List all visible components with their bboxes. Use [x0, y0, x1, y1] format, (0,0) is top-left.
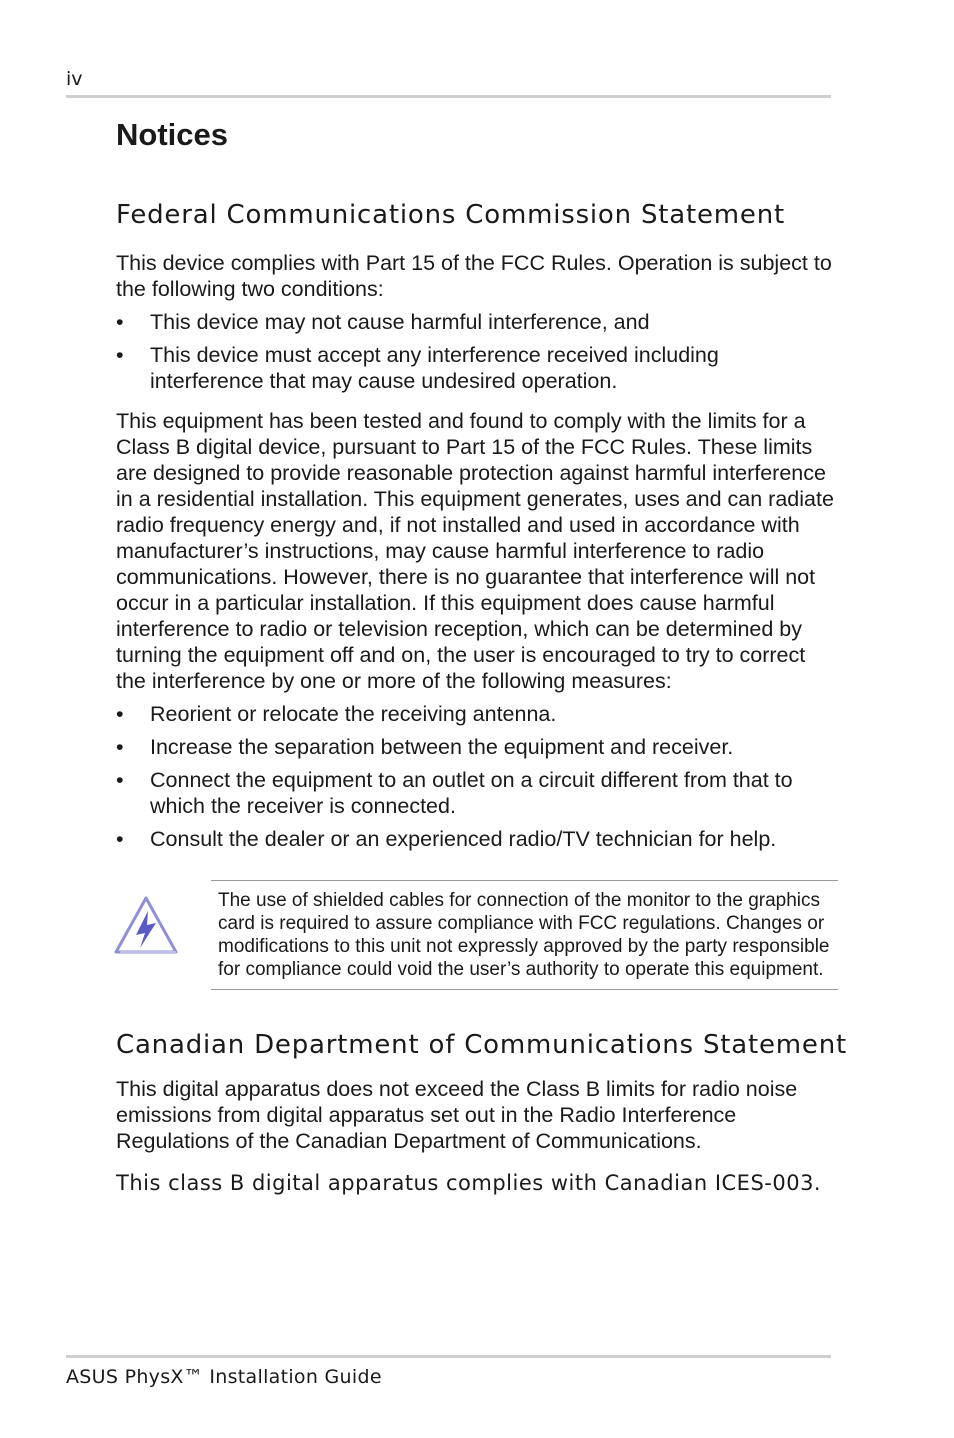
list-item: • This device must accept any interference received including interference that may cause undesired operation.	[116, 342, 836, 394]
list-item: • Consult the dealer or an experienced radio/TV technician for help.	[116, 826, 836, 852]
fcc-intro: This device complies with Part 15 of the FCC Rules. Operation is subject to the following two conditions:	[116, 251, 832, 301]
list-item: • This device may not cause harmful interference, and	[116, 309, 836, 335]
fcc-measures-list	[116, 701, 836, 852]
cdc-section	[116, 1028, 847, 1197]
fcc-paragraph: This equipment has been tested and found to comply with the limits for a Class B digital device, pursuant to Part 15 of the FCC Rules. These limits are designed to provide reasonable protection against harmful interference in a residential installation. This equipment generates, uses and can radiate radio frequency energy and, if not installed and used in accordance with manufacturer’s instructions, may cause harmful interference to radio communications. However, there is no guarantee that interference will not occur in a particular installation. If this equipment does cause harmful interference to radio or television reception, which can be determined by turning the equipment off and on, the user is encouraged to try to correct the interference by one or more of the following measures:	[116, 409, 834, 693]
cdc-heading: Canadian Department of Communications Statement	[116, 1030, 847, 1060]
cdc-paragraph: This digital apparatus does not exceed the Class B limits for radio noise emissions from digital apparatus set out in the Radio Interference Regulations of the Canadian Department of Communications.	[116, 1077, 798, 1153]
ices-statement: This class B digital apparatus complies with Canadian ICES-003.	[116, 1171, 822, 1195]
page-number: iv	[66, 68, 83, 90]
list-item: • Reorient or relocate the receiving antenna.	[116, 701, 836, 727]
note-text: The use of shielded cables for connection of the monitor to the graphics card is required to assure compliance with FCC regulations. Changes or modifications to this unit not expressly approved by the party responsible for compliance could void the user’s authority to operate this equipment.	[218, 890, 830, 980]
fcc-conditions-list	[116, 309, 836, 394]
list-item: • Connect the equipment to an outlet on a circuit different from that to which the receiver is connected.	[116, 767, 836, 819]
page-title: Notices	[116, 117, 228, 152]
warning-note	[211, 880, 838, 990]
fcc-heading: Federal Communications Commission Statement	[116, 200, 786, 230]
header-rule	[66, 95, 831, 98]
list-item: • Increase the separation between the equipment and receiver.	[116, 734, 836, 760]
footer-rule	[66, 1355, 831, 1358]
footer-text: ASUS PhysX™ Installation Guide	[66, 1366, 382, 1388]
page-content	[116, 112, 847, 1197]
warning-lightning-icon	[114, 895, 178, 955]
